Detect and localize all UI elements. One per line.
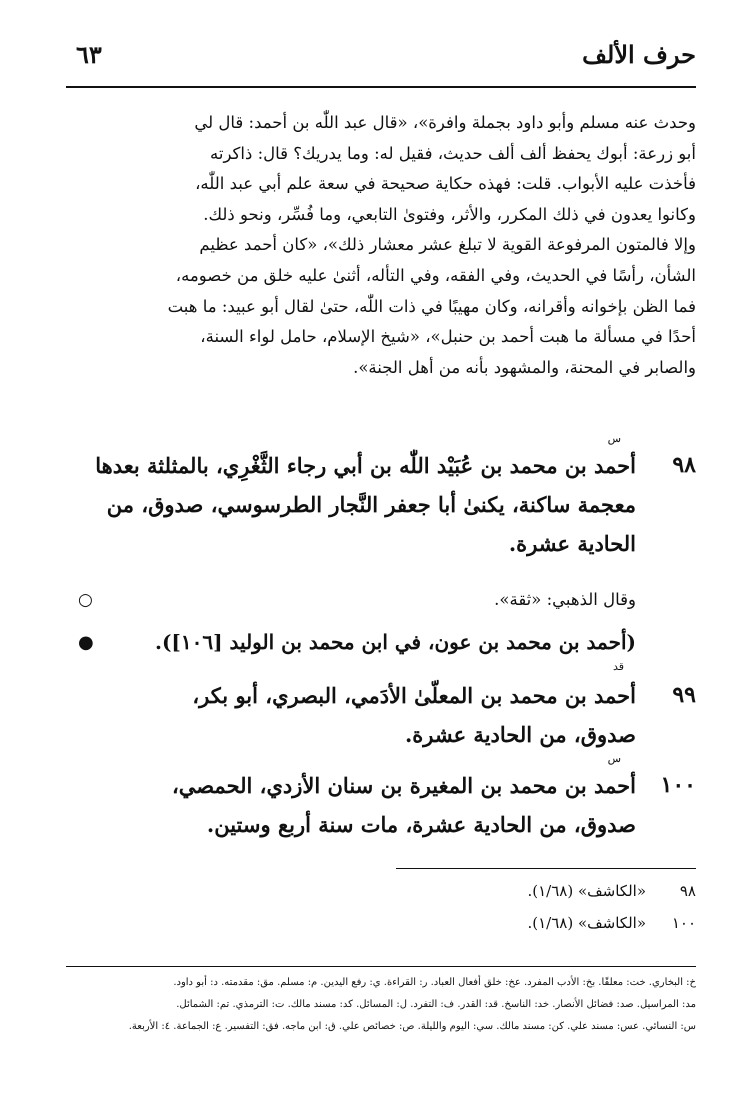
paragraph-line: فما الظن بإخوانه وأقرانه، وكان مهيبًا في ذات اللّٰه، حتىٰ لقال أبو عبيد: ما هبت xyxy=(167,296,696,316)
footnote-number: ٩٨ xyxy=(679,882,696,900)
entry-line: أحمد بن محمد بن عُبَيْد اللّٰه بن أبي رجاء الثَّغْرِي، بالمثلثة بعدها xyxy=(95,453,636,478)
entry-sigla: س xyxy=(607,432,621,445)
paragraph-line: وكانوا يعدون في ذلك المكرر، والأثر، وفتوىٰ التابعي، وما فُسِّر، ونحو ذلك. xyxy=(203,204,696,224)
entry-100 xyxy=(66,752,696,844)
paragraph-line: وإلا فالمتون المرفوعة القوية لا تبلغ عشر معشار ذلك»، «كان أحمد عظيم xyxy=(199,235,696,255)
entry-number: ٩٩ xyxy=(672,682,696,708)
note-text: وقال الذهبي: «ثقة». xyxy=(494,590,636,609)
entry-sigla: س xyxy=(607,752,621,765)
footnote-100 xyxy=(527,914,696,932)
dhahabi-note xyxy=(494,590,636,609)
footnote-text: «الكاشف» (١/٦٨). xyxy=(527,882,646,900)
footnote-number: ١٠٠ xyxy=(671,914,696,932)
entry-line: أحمد بن محمد بن المغيرة بن سنان الأزدي، الحمصي، xyxy=(171,773,636,798)
abbreviations-line: مد: المراسيل. صد: فضائل الأنصار. خد: الناسخ. قد: القدر. ف: التفرد. ل: المسائل. كد: مسند مالك. ت: الترمذي. تم: الشمائل. xyxy=(176,999,696,1010)
entry-text xyxy=(66,766,636,844)
paragraph-line: وحدث عنه مسلم وأبو داود بجملة وافرة»، «قال عبد اللّٰه بن أحمد: قال لي xyxy=(194,113,696,132)
paragraph-line: الشأن، رأسًا في الحديث، وفي الفقه، وفي التأله، أثنىٰ عليه خلق من خصومه، xyxy=(175,265,696,285)
footnote-text: «الكاشف» (١/٦٨). xyxy=(527,914,646,932)
footnote-divider xyxy=(396,868,696,869)
entry-line: صدوق، من الحادية عشرة. xyxy=(404,722,636,747)
page-number: ٦٣ xyxy=(76,40,102,69)
paragraph-line: أحدًا في مسألة ما هبت أحمد بن حنبل»، «شيخ الإسلام، حامل لواء السنة، xyxy=(200,327,696,347)
abbreviations-divider xyxy=(66,966,696,967)
entry-number: ١٠٠ xyxy=(660,772,696,798)
entry-line: صدوق، من الحادية عشرة، مات سنة أربع وستين. xyxy=(206,812,636,837)
footnote-98 xyxy=(527,882,696,900)
page-header-title: حرف الألف xyxy=(582,40,696,69)
abbreviations-line: خ: البخاري. خت: معلقًا. بخ: الأدب المفرد. عخ: خلق أفعال العباد. ر: القراءة. ي: رفع اليدين. م: مسلم. مق: مقدمته. د: أبو داود. xyxy=(173,977,696,988)
entry-sigla: قد xyxy=(612,660,624,673)
entry-99 xyxy=(66,660,696,754)
entry-number: ٩٨ xyxy=(672,452,696,478)
abbreviations-line: س: النسائي. عس: مسند علي. كن: مسند مالك. سي: اليوم والليلة. ص: خصائص علي. ق: ابن ماجه. فق: التفسير. ع: الجماعة. ٤: الأربعة. xyxy=(128,1021,696,1032)
paragraph-line: فأخذت عليه الأبواب. قلت: فهذه حكاية صحيحة في سعة علم أبي عبد اللّٰه، xyxy=(195,174,696,194)
entry-text xyxy=(66,676,636,754)
entry-line: معجمة ساكنة، يكنىٰ أبا جعفر النَّجار الطرسوسي، صدوق، من xyxy=(106,492,636,517)
header-divider xyxy=(66,86,696,88)
entry-line: أحمد بن محمد بن المعلّىٰ الأدَمي، البصري، أبو بكر، xyxy=(192,683,636,708)
bullet-marker: ● xyxy=(78,632,94,653)
entry-line: الحادية عشرة. xyxy=(508,531,636,556)
cross-reference: (أحمد بن محمد بن عون، في ابن محمد بن الوليد [١٠٦]). xyxy=(155,630,636,654)
paragraph-line: أبو زرعة: أبوك يحفظ ألف ألف حديث، فقيل له: وما يدريك؟ قال: ذاكرته xyxy=(210,143,696,163)
entry-text xyxy=(66,446,636,563)
circle-marker: ○ xyxy=(78,590,93,610)
paragraph-line: والصابر في المحنة، والمشهود بأنه من أهل الجنة». xyxy=(353,357,696,377)
body-paragraph xyxy=(66,108,696,383)
entry-98 xyxy=(66,432,696,563)
